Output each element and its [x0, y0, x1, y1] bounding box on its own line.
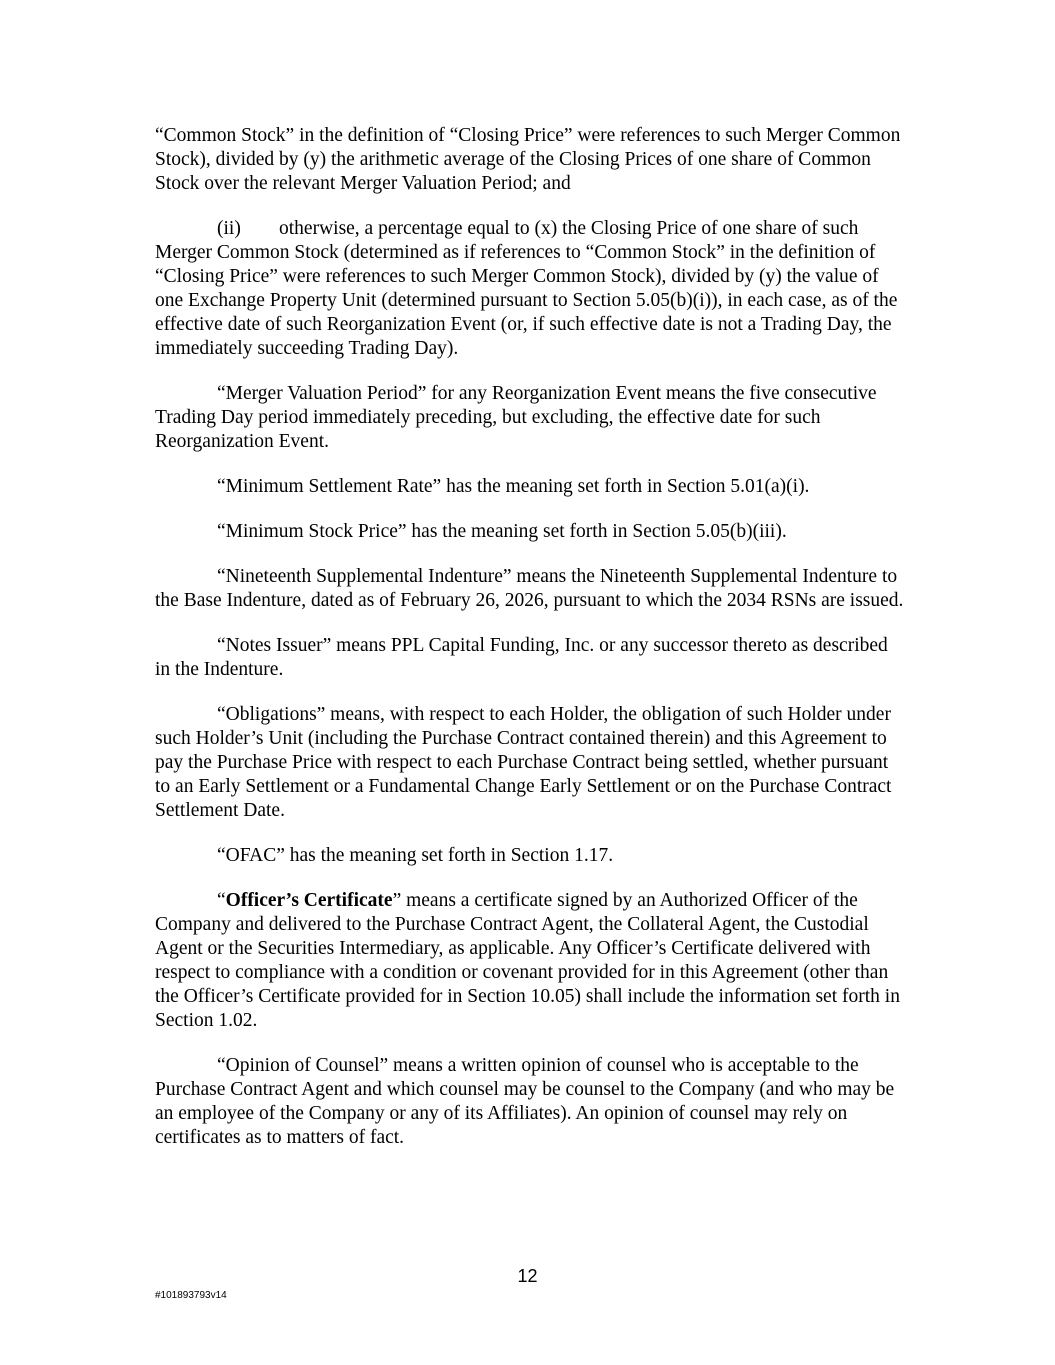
definition-opinion-of-counsel: “Opinion of Counsel” means a written opinion of counsel who is acceptable to the Purchase Contract Agent and which counsel may be counsel to the Company (and who may be an employee of the Company or any of its Affiliates). An opinion of counsel may rely on certificates as to matters of fact.	[155, 1055, 895, 1148]
open-quote: “	[217, 890, 226, 911]
definition-notes-issuer: “Notes Issuer” means PPL Capital Funding, Inc. or any successor thereto as described in the Indenture.	[155, 635, 888, 680]
defined-term: Officer’s Certificate	[225, 890, 393, 911]
definition-officers-certificate	[155, 889, 905, 1033]
clause-text: otherwise, a percentage equal to (x) the Closing Price of one share of such Merger Common Stock (determined as if references to “Common Stock” in the definition of “Closing Price” were references to such Merger Common Stock), divided by (y) the value of one Exchange Property Unit (determined pursuant to Section 5.05(b)(i)), in each case, as of the effective date of such Reorganization Event (or, if such effective date is not a Trading Day, the immediately succeeding Trading Day).	[155, 218, 898, 359]
definition-nineteenth-supplemental-indenture: “Nineteenth Supplemental Indenture” means the Nineteenth Supplemental Indenture to the Base Indenture, dated as of February 26, 2026, pursuant to which the 2034 RSNs are issued.	[155, 566, 904, 611]
document-id: #101893793v14	[155, 1290, 227, 1301]
definition-minimum-stock-price: “Minimum Stock Price” has the meaning set forth in Section 5.05(b)(iii).	[217, 521, 787, 542]
clause-label: (ii)	[217, 218, 241, 239]
paragraph-clause-ii	[155, 217, 905, 361]
definition-text: ” means a certificate signed by an Authorized Officer of the Company and delivered to the Purchase Contract Agent, the Collateral Agent, the Custodial Agent or the Securities Intermediary, as applicable. Any Officer’s Certificate delivered with respect to compliance with a condition or covenant provided for in this Agreement (other than the Officer’s Certificate provided for in Section 10.05) shall include the information set forth in Section 1.02.	[155, 890, 900, 1031]
paragraph-continuation: “Common Stock” in the definition of “Closing Price” were references to such Merger Common Stock), divided by (y) the arithmetic average of the Closing Prices of one share of Common Stock over the relevant Merger Valuation Period; and	[155, 125, 901, 194]
definition-obligations: “Obligations” means, with respect to each Holder, the obligation of such Holder under such Holder’s Unit (including the Purchase Contract contained therein) and this Agreement to pay the Purchase Price with respect to each Purchase Contract being settled, whether pursuant to an Early Settlement or a Fundamental Change Early Settlement or on the Purchase Contract Settlement Date.	[155, 704, 892, 821]
definition-minimum-settlement-rate: “Minimum Settlement Rate” has the meaning set forth in Section 5.01(a)(i).	[217, 476, 810, 497]
page-number: 12	[517, 1266, 538, 1286]
definition-merger-valuation-period: “Merger Valuation Period” for any Reorganization Event means the five consecutive Trading Day period immediately preceding, but excluding, the effective date for such Reorganization Event.	[155, 383, 877, 452]
definition-ofac: “OFAC” has the meaning set forth in Section 1.17.	[217, 845, 614, 866]
document-body	[155, 124, 905, 1171]
